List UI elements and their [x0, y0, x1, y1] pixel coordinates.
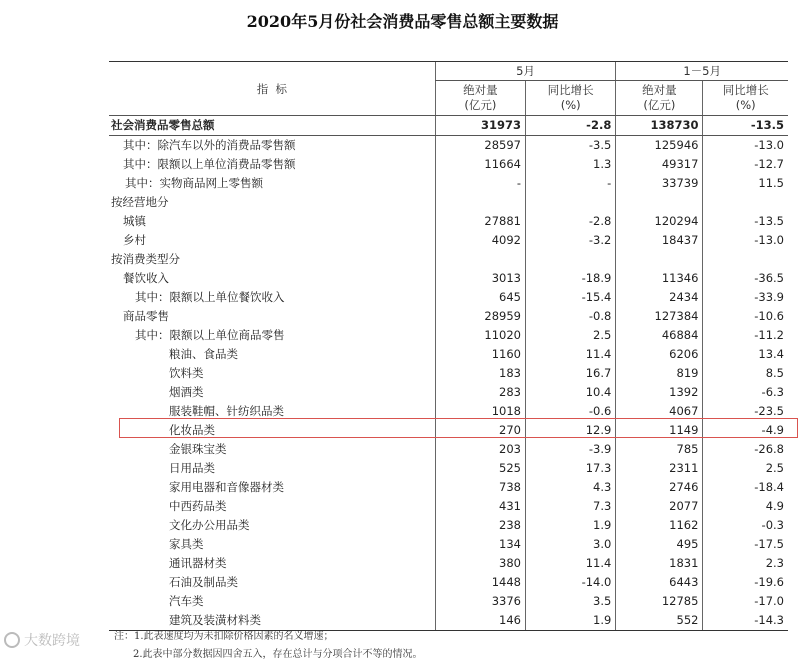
row-label: 其中：实物商品网上零售额	[125, 176, 263, 190]
row-label: 城镇	[123, 214, 146, 228]
cell-ytd-growth: -19.6	[703, 573, 788, 592]
cell-month-growth: -15.4	[526, 288, 616, 307]
cell-month-growth: 11.4	[526, 345, 616, 364]
table-row	[109, 136, 788, 156]
row-label: 通讯器材类	[169, 556, 227, 570]
table-row	[109, 326, 788, 345]
cell-ytd-abs	[616, 250, 703, 269]
table-row	[109, 440, 788, 459]
cell-month-abs: 27881	[435, 212, 525, 231]
row-label: 汽车类	[169, 594, 204, 608]
cell-month-abs: 31973	[435, 116, 525, 136]
row-label: 石油及制品类	[169, 575, 238, 589]
cell-ytd-growth: -13.0	[703, 231, 788, 250]
cell-ytd-abs: 495	[616, 535, 703, 554]
table-row	[109, 155, 788, 174]
cell-ytd-growth: 13.4	[703, 345, 788, 364]
cell-month-abs: 28959	[435, 307, 525, 326]
cell-ytd-growth: 11.5	[703, 174, 788, 193]
cell-ytd-abs: 18437	[616, 231, 703, 250]
cell-ytd-growth: -23.5	[703, 402, 788, 421]
watermark-logo-icon	[4, 632, 20, 648]
cell-ytd-growth: -0.3	[703, 516, 788, 535]
table-body	[109, 116, 788, 631]
table-row	[109, 116, 788, 136]
header-month: 5月	[435, 62, 616, 81]
table-row	[109, 421, 788, 440]
cell-ytd-growth: 2.3	[703, 554, 788, 573]
cell-month-growth: 4.3	[526, 478, 616, 497]
cell-ytd-growth: 2.5	[703, 459, 788, 478]
page-title: 2020年5月份社会消费品零售总额主要数据	[246, 12, 559, 31]
cell-month-growth: 3.0	[526, 535, 616, 554]
cell-month-abs: 238	[435, 516, 525, 535]
cell-ytd-abs: 138730	[616, 116, 703, 136]
cell-month-abs: 1160	[435, 345, 525, 364]
cell-month-growth: -2.8	[526, 116, 616, 136]
row-label: 其中：除汽车以外的消费品零售额	[123, 138, 296, 152]
cell-month-growth: 1.3	[526, 155, 616, 174]
cell-month-abs: 11664	[435, 155, 525, 174]
row-label: 商品零售	[123, 309, 169, 323]
table-row	[109, 459, 788, 478]
cell-ytd-growth: 4.9	[703, 497, 788, 516]
cell-ytd-growth: -12.7	[703, 155, 788, 174]
cell-ytd-growth: -4.9	[703, 421, 788, 440]
header-month-growth: 同比增长 (%)	[526, 81, 616, 116]
row-label: 家具类	[169, 537, 204, 551]
cell-ytd-abs: 49317	[616, 155, 703, 174]
cell-month-abs	[435, 250, 525, 269]
cell-month-abs: 738	[435, 478, 525, 497]
cell-ytd-abs: 2746	[616, 478, 703, 497]
watermark	[4, 630, 80, 650]
cell-ytd-growth	[703, 250, 788, 269]
table-row	[109, 535, 788, 554]
cell-month-growth: -18.9	[526, 269, 616, 288]
row-label: 粮油、食品类	[169, 347, 238, 361]
cell-ytd-growth: -13.5	[703, 212, 788, 231]
cell-ytd-growth: -13.5	[703, 116, 788, 136]
cell-month-growth: 12.9	[526, 421, 616, 440]
cell-month-abs: 3013	[435, 269, 525, 288]
cell-ytd-growth: -18.4	[703, 478, 788, 497]
cell-month-abs: 28597	[435, 136, 525, 156]
row-label: 烟酒类	[169, 385, 204, 399]
cell-month-growth	[526, 250, 616, 269]
footnote-1: 注：1.此表速度均为未扣除价格因素的名义增速；	[114, 631, 334, 642]
cell-ytd-abs	[616, 193, 703, 212]
cell-ytd-abs: 1162	[616, 516, 703, 535]
table-row	[109, 174, 788, 193]
cell-month-growth: -3.2	[526, 231, 616, 250]
row-label: 饮料类	[169, 366, 204, 380]
cell-ytd-abs: 2077	[616, 497, 703, 516]
cell-ytd-abs: 12785	[616, 592, 703, 611]
cell-month-growth: 10.4	[526, 383, 616, 402]
retail-sales-table	[109, 61, 788, 631]
watermark-text: 大数跨境	[24, 633, 80, 649]
row-label: 服装鞋帽、针纺织品类	[169, 404, 284, 418]
row-label: 按消费类型分	[111, 252, 180, 266]
cell-ytd-abs: 2311	[616, 459, 703, 478]
footnotes	[114, 628, 423, 664]
footnote-2: 2.此表中部分数据因四舍五入，存在总计与分项合计不等的情况。	[133, 649, 423, 660]
table-row	[109, 288, 788, 307]
cell-ytd-growth: 8.5	[703, 364, 788, 383]
cell-ytd-growth: -17.5	[703, 535, 788, 554]
table-row	[109, 478, 788, 497]
cell-ytd-growth: -26.8	[703, 440, 788, 459]
table-row	[109, 193, 788, 212]
header-month-abs: 绝对量 (亿元)	[435, 81, 525, 116]
cell-ytd-abs: 120294	[616, 212, 703, 231]
cell-ytd-abs: 6443	[616, 573, 703, 592]
cell-month-growth: -3.9	[526, 440, 616, 459]
table-row	[109, 573, 788, 592]
cell-month-abs: 645	[435, 288, 525, 307]
cell-ytd-growth: -14.3	[703, 611, 788, 631]
cell-ytd-abs: 33739	[616, 174, 703, 193]
row-label: 按经营地分	[111, 195, 169, 209]
table-row	[109, 345, 788, 364]
cell-month-growth: 11.4	[526, 554, 616, 573]
cell-month-abs: 1018	[435, 402, 525, 421]
table-row	[109, 592, 788, 611]
cell-ytd-growth: -13.0	[703, 136, 788, 156]
table-row	[109, 269, 788, 288]
cell-ytd-abs: 127384	[616, 307, 703, 326]
table-row	[109, 364, 788, 383]
table-row	[109, 516, 788, 535]
cell-ytd-growth: -11.2	[703, 326, 788, 345]
cell-month-abs: 1448	[435, 573, 525, 592]
cell-month-growth: 1.9	[526, 516, 616, 535]
cell-ytd-abs: 552	[616, 611, 703, 631]
cell-month-abs: 283	[435, 383, 525, 402]
table-row	[109, 212, 788, 231]
cell-month-abs	[435, 193, 525, 212]
cell-month-abs: 134	[435, 535, 525, 554]
row-label: 化妆品类	[169, 423, 215, 437]
row-label: 其中：限额以上单位餐饮收入	[135, 290, 285, 304]
cell-month-growth: 3.5	[526, 592, 616, 611]
cell-month-abs: 431	[435, 497, 525, 516]
cell-month-abs: 270	[435, 421, 525, 440]
cell-ytd-growth: -10.6	[703, 307, 788, 326]
row-label: 中西药品类	[169, 499, 227, 513]
cell-ytd-abs: 785	[616, 440, 703, 459]
cell-month-growth	[526, 193, 616, 212]
cell-month-growth: 16.7	[526, 364, 616, 383]
cell-month-abs: 11020	[435, 326, 525, 345]
row-label: 其中：限额以上单位消费品零售额	[123, 157, 296, 171]
cell-month-growth: -14.0	[526, 573, 616, 592]
cell-month-growth: 2.5	[526, 326, 616, 345]
cell-month-growth: 1.9	[526, 611, 616, 631]
cell-month-growth: 17.3	[526, 459, 616, 478]
table-row	[109, 402, 788, 421]
cell-month-growth: -	[526, 174, 616, 193]
cell-month-abs: 3376	[435, 592, 525, 611]
header-ytd: 1－5月	[616, 62, 788, 81]
row-label: 文化办公用品类	[169, 518, 250, 532]
cell-ytd-abs: 46884	[616, 326, 703, 345]
table-row	[109, 554, 788, 573]
cell-month-abs: 203	[435, 440, 525, 459]
cell-month-growth: -2.8	[526, 212, 616, 231]
cell-ytd-abs: 2434	[616, 288, 703, 307]
row-label: 乡村	[123, 233, 146, 247]
row-label: 建筑及装潢材料类	[109, 611, 435, 631]
header-ytd-growth: 同比增长 (%)	[703, 81, 788, 116]
cell-month-growth: 7.3	[526, 497, 616, 516]
row-label: 餐饮收入	[123, 271, 169, 285]
table-row	[109, 231, 788, 250]
row-label: 其中：限额以上单位商品零售	[135, 328, 285, 342]
cell-month-growth: -0.6	[526, 402, 616, 421]
header-indicator: 指 标	[109, 62, 435, 116]
table-row	[109, 307, 788, 326]
cell-ytd-abs: 11346	[616, 269, 703, 288]
row-label: 社会消费品零售总额	[109, 116, 435, 136]
cell-month-abs: 380	[435, 554, 525, 573]
cell-ytd-abs: 1831	[616, 554, 703, 573]
cell-month-abs: 146	[435, 611, 525, 631]
cell-month-abs: 4092	[435, 231, 525, 250]
row-label: 日用品类	[169, 461, 215, 475]
table-row	[109, 250, 788, 269]
cell-ytd-abs: 4067	[616, 402, 703, 421]
cell-ytd-growth: -33.9	[703, 288, 788, 307]
cell-ytd-abs: 819	[616, 364, 703, 383]
cell-ytd-growth: -36.5	[703, 269, 788, 288]
table-row	[109, 383, 788, 402]
cell-ytd-abs: 6206	[616, 345, 703, 364]
cell-month-abs: 525	[435, 459, 525, 478]
cell-ytd-growth: -17.0	[703, 592, 788, 611]
cell-ytd-growth	[703, 193, 788, 212]
row-label: 金银珠宝类	[169, 442, 227, 456]
row-label: 家用电器和音像器材类	[169, 480, 284, 494]
cell-ytd-abs: 125946	[616, 136, 703, 156]
cell-month-growth: -3.5	[526, 136, 616, 156]
cell-month-abs: -	[435, 174, 525, 193]
cell-ytd-abs: 1149	[616, 421, 703, 440]
cell-month-growth: -0.8	[526, 307, 616, 326]
cell-month-abs: 183	[435, 364, 525, 383]
table-row	[109, 497, 788, 516]
cell-ytd-abs: 1392	[616, 383, 703, 402]
header-ytd-abs: 绝对量 (亿元)	[616, 81, 703, 116]
cell-ytd-growth: -6.3	[703, 383, 788, 402]
